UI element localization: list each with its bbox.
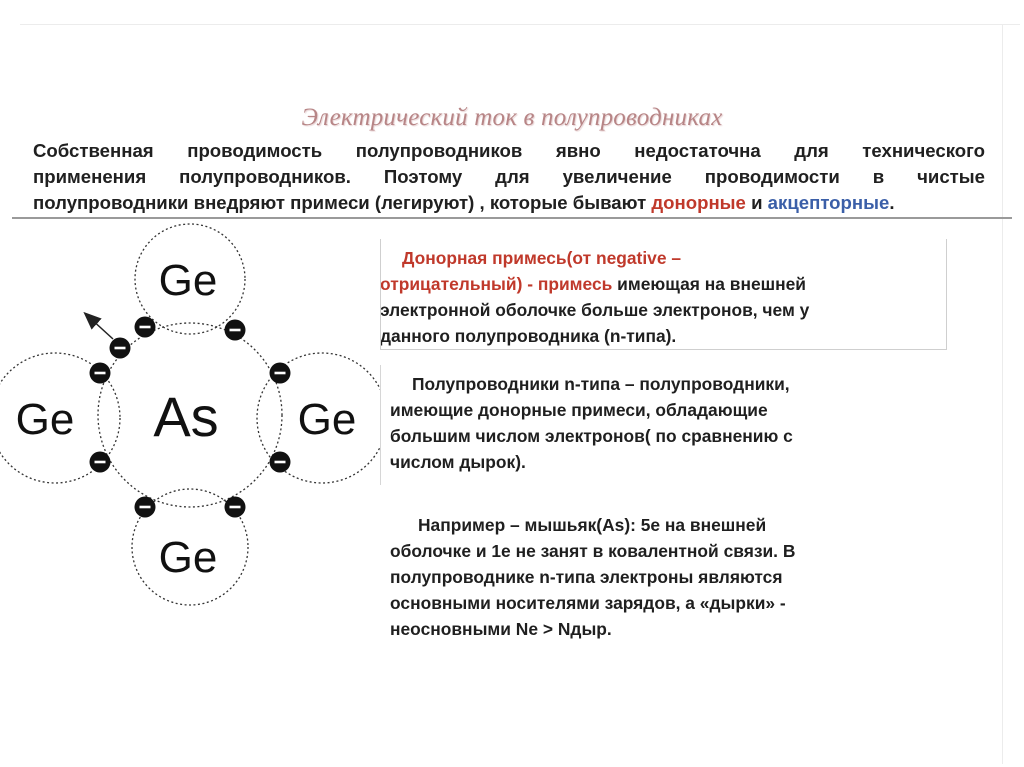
- electron-minus-sign: [275, 372, 286, 375]
- donor-def-red-2: отрицательный) - примесь: [380, 274, 613, 294]
- example-paragraph: [390, 512, 990, 642]
- intro-line-3-text: полупроводники внедряют примеси (легируют) , которые бывают: [33, 192, 652, 213]
- frame-right-line: [1002, 24, 1003, 764]
- electron-minus-sign: [275, 461, 286, 464]
- ge-right-label: Ge: [297, 395, 357, 444]
- electron-minus-sign: [95, 372, 106, 375]
- ge-left-label: Ge: [15, 395, 75, 444]
- ntype-line-2: имеющие донорные примеси, обладающие: [390, 400, 768, 420]
- example-line-1: Например – мышьяк(As): 5е на внешней: [418, 515, 767, 535]
- and-word: и: [745, 192, 768, 213]
- intro-line-1: Собственная проводимость полупроводников явно недостаточна для технического: [33, 140, 985, 161]
- electron-minus-sign: [95, 461, 106, 464]
- as-label: As: [153, 385, 219, 448]
- column-divider: [380, 365, 381, 485]
- ntype-paragraph: [390, 371, 990, 475]
- example-line-4: основными носителями зарядов, а «дырки» -: [390, 593, 786, 613]
- title-divider: [12, 217, 1012, 219]
- intro-line-3: [33, 190, 985, 216]
- ge-bottom-label: Ge: [158, 533, 218, 582]
- electron-minus-sign: [230, 329, 241, 332]
- example-line-3: полупроводнике n-типа электроны являются: [390, 567, 783, 587]
- donor-def-line-3: электронной оболочке больше электронов, чем у: [380, 300, 810, 320]
- intro-dot: .: [889, 192, 895, 213]
- ntype-line-4: числом дырок).: [390, 452, 526, 472]
- intro-line-2: применения полупроводников. Поэтому для увеличение проводимости в чистые: [33, 166, 985, 187]
- donor-word: донорные: [651, 192, 746, 213]
- electron-minus-sign: [230, 506, 241, 509]
- ntype-line-1: Полупроводники n-типа – полупроводники,: [412, 374, 790, 394]
- free-electron-arrow: [90, 318, 113, 339]
- electron-minus-sign: [115, 347, 126, 350]
- donor-def-rest-2: имеющая на внешней: [612, 274, 806, 294]
- slide-title: Электрический ток в полупроводниках: [301, 104, 723, 131]
- electron-minus-sign: [140, 506, 151, 509]
- electron-minus-sign: [140, 326, 151, 329]
- frame-top-line: [20, 24, 1020, 25]
- donor-definition-box: [380, 239, 947, 350]
- donor-def-line-4: данного полупроводника (n-типа).: [380, 326, 677, 346]
- example-line-2: оболочке и 1е не занят в ковалентной связи. В: [390, 541, 796, 561]
- ge-top-label: Ge: [158, 256, 218, 305]
- example-line-5: неосновными Ne > Nдыр.: [390, 619, 612, 639]
- lattice-diagram: [0, 222, 380, 622]
- donor-def-red-1: Донорная примесь(от negative –: [402, 248, 682, 268]
- intro-paragraph: [33, 138, 985, 216]
- acceptor-word: акцепторные: [767, 192, 890, 213]
- ntype-line-3: большим числом электронов( по сравнению с: [390, 426, 793, 446]
